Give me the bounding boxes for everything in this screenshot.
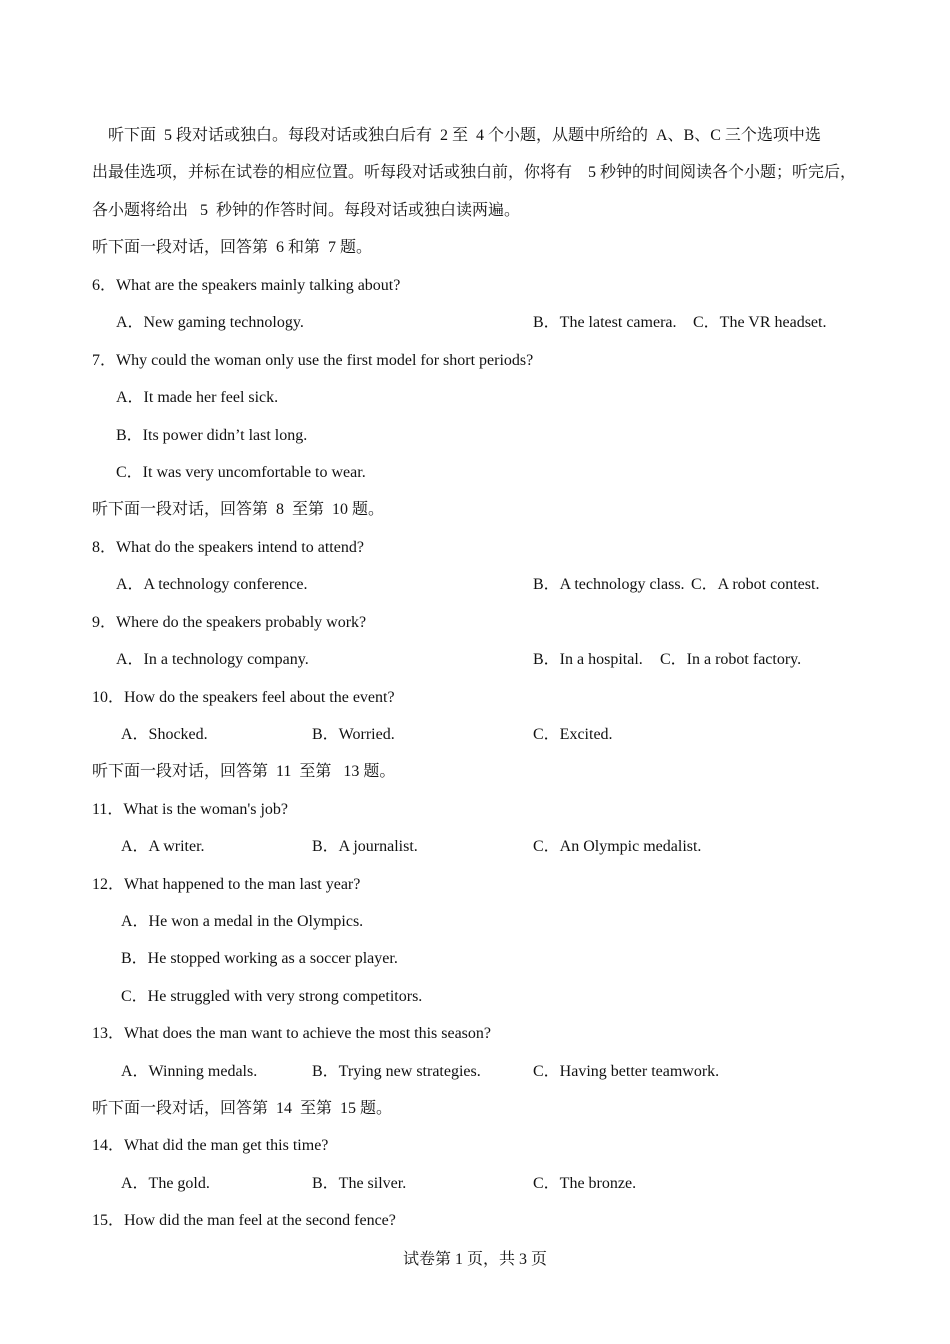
question-10-stem: 10．How do the speakers feel about the event? <box>92 689 395 706</box>
question-14-option-a: A．The gold. <box>121 1175 210 1192</box>
section-heading: 听下面一段对话，回答第 11 至第 13 题。 <box>92 763 396 780</box>
question-13-stem: 13．What does the man want to achieve the most this season? <box>92 1025 492 1042</box>
question-6-option-b: B．The latest camera. <box>533 314 677 331</box>
question-8-option-b: B．A technology class. <box>533 576 685 593</box>
question-13-option-a: A．Winning medals. <box>121 1063 258 1080</box>
instructions-line-3: 各小题将给出 5 秒钟的作答时间。每段对话或独白读两遍。 <box>92 202 521 219</box>
question-9-stem: 9．Where do the speakers probably work? <box>92 614 367 631</box>
question-8-stem: 8．What do the speakers intend to attend? <box>92 539 364 556</box>
question-7-option-c: C．It was very uncomfortable to wear. <box>116 464 366 481</box>
question-11-option-c: C．An Olympic medalist. <box>533 838 702 855</box>
question-15-stem: 15．How did the man feel at the second fence? <box>92 1212 396 1229</box>
page-footer: 试卷第 1 页，共 3 页 <box>402 1251 547 1268</box>
question-10-option-c: C．Excited. <box>533 726 613 743</box>
instructions-line-2: 出最佳选项，并标在试卷的相应位置。听每段对话或独白前，你将有 5 秒钟的时间阅读各个小题；听完后， <box>92 164 857 181</box>
question-12-stem: 12．What happened to the man last year? <box>92 876 361 893</box>
question-10-option-b: B．Worried. <box>312 726 395 743</box>
question-6-option-c: C．The VR headset. <box>693 314 827 331</box>
section-heading: 听下面一段对话，回答第 14 至第 15 题。 <box>92 1100 393 1117</box>
question-12-option-c: C．He struggled with very strong competitors. <box>121 988 423 1005</box>
question-12-option-b: B．He stopped working as a soccer player. <box>121 950 398 967</box>
question-14-option-c: C．The bronze. <box>533 1175 637 1192</box>
question-14-option-b: B．The silver. <box>312 1175 407 1192</box>
question-9-option-b: B．In a hospital. <box>533 651 643 668</box>
question-8-option-c: C．A robot contest. <box>691 576 820 593</box>
question-7-stem: 7．Why could the woman only use the first model for short periods? <box>92 352 534 369</box>
instructions-line-1: 听下面 5 段对话或独白。每段对话或独白后有 2 至 4 个小题，从题中所给的 A、B、C 三个选项中选 <box>92 127 821 144</box>
question-10-option-a: A．Shocked. <box>121 726 208 743</box>
question-7-option-a: A．It made her feel sick. <box>116 389 279 406</box>
question-9-option-c: C．In a robot factory. <box>660 651 802 668</box>
question-7-option-b: B．Its power didn’t last long. <box>116 427 308 444</box>
section-heading: 听下面一段对话，回答第 6 和第 7 题。 <box>92 239 373 256</box>
question-8-option-a: A．A technology conference. <box>116 576 308 593</box>
question-12-option-a: A．He won a medal in the Olympics. <box>121 913 364 930</box>
question-11-option-b: B．A journalist. <box>312 838 418 855</box>
question-6-option-a: A．New gaming technology. <box>116 314 304 331</box>
question-11-stem: 11．What is the woman's job? <box>92 801 289 818</box>
question-13-option-b: B．Trying new strategies. <box>312 1063 481 1080</box>
question-9-option-a: A．In a technology company. <box>116 651 309 668</box>
question-14-stem: 14．What did the man get this time? <box>92 1137 329 1154</box>
question-13-option-c: C．Having better teamwork. <box>533 1063 720 1080</box>
question-6-stem: 6．What are the speakers mainly talking about? <box>92 277 401 294</box>
question-11-option-a: A．A writer. <box>121 838 205 855</box>
section-heading: 听下面一段对话，回答第 8 至第 10 题。 <box>92 501 385 518</box>
